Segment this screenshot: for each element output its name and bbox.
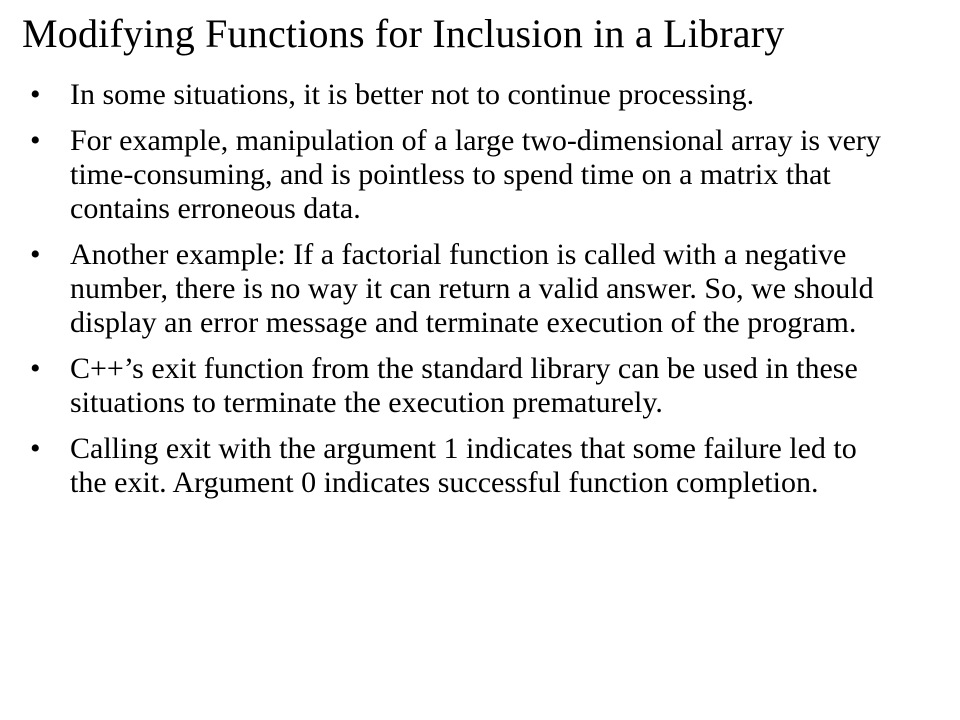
bullet-text: C++’s exit function from the standard library can be used in these situations to terminate the execution prematurely. bbox=[70, 352, 858, 419]
bullet-icon: • bbox=[30, 352, 41, 385]
bullet-item bbox=[0, 432, 900, 500]
bullet-icon: • bbox=[30, 78, 41, 111]
bullet-icon: • bbox=[30, 432, 41, 465]
bullet-icon: • bbox=[30, 238, 41, 271]
bullet-item bbox=[0, 78, 900, 112]
bullet-item bbox=[0, 124, 900, 226]
bullet-text: Calling exit with the argument 1 indicates that some failure led to the exit. Argument 0 indicates successful function completion. bbox=[70, 432, 857, 499]
slide-title: Modifying Functions for Inclusion in a Library bbox=[22, 11, 785, 56]
bullet-list bbox=[0, 78, 960, 512]
bullet-text: Another example: If a factorial function is called with a negative number, there is no way it can return a valid answer. So, we should display an error message and terminate execution of the program. bbox=[70, 238, 874, 339]
bullet-icon: • bbox=[30, 124, 41, 157]
bullet-item bbox=[0, 238, 900, 340]
bullet-item bbox=[0, 352, 900, 420]
bullet-text: In some situations, it is better not to continue processing. bbox=[70, 78, 755, 111]
bullet-text: For example, manipulation of a large two-dimensional array is very time-consuming, and is pointless to spend time on a matrix that contains erroneous data. bbox=[70, 124, 881, 225]
